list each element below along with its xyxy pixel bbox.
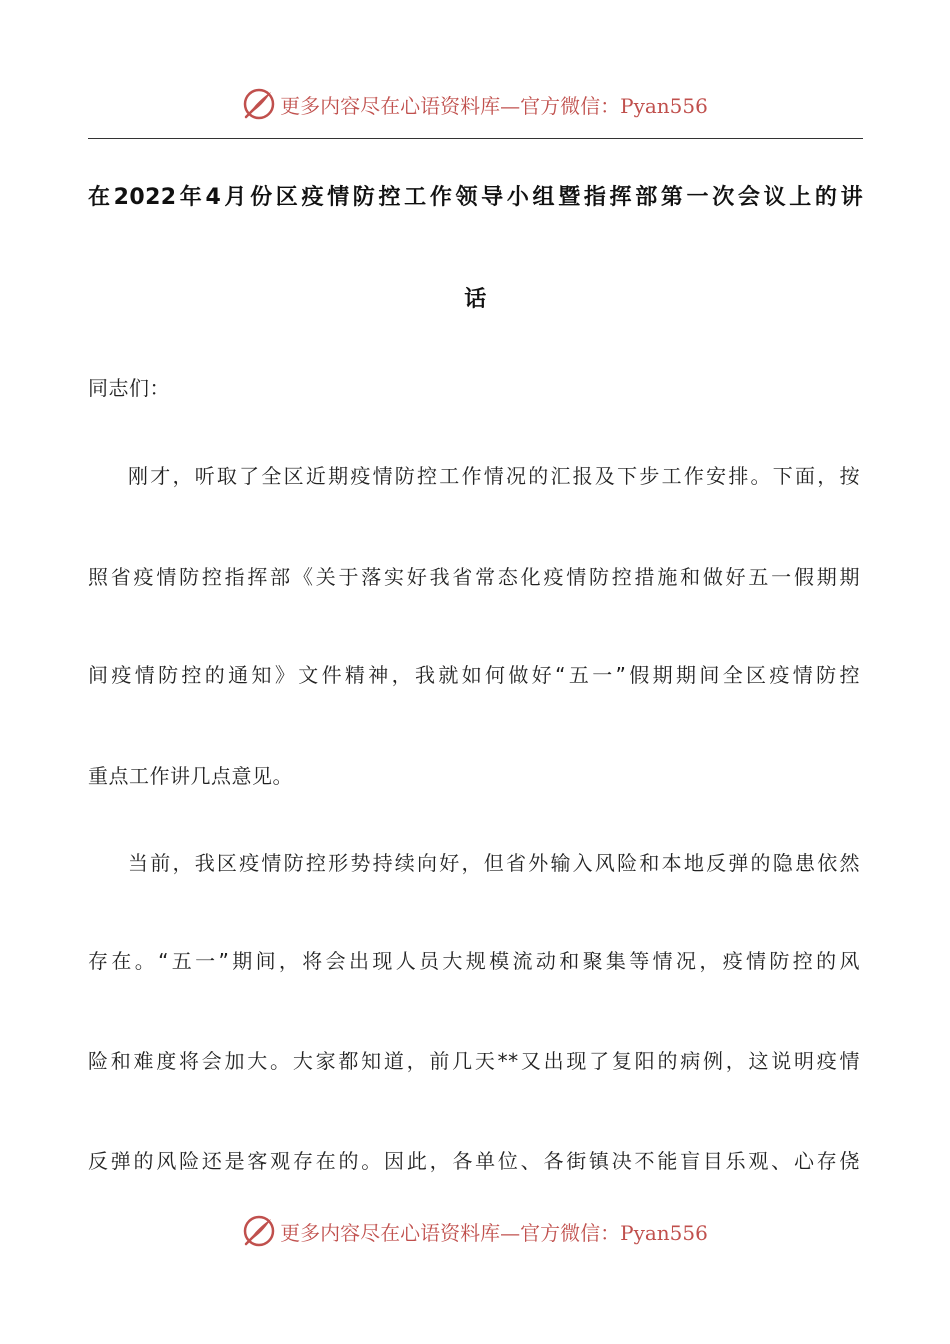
body-line: 险和难度将会加大。大家都知道，前几天**又出现了复阳的病例，这说明疫情 — [88, 1049, 860, 1073]
body-line: 刚才，听取了全区近期疫情防控工作情况的汇报及下步工作安排。下面，按 — [128, 464, 860, 488]
salutation: 同志们： — [88, 376, 170, 400]
watermark-text: 更多内容尽在心语资料库—官方微信：Pyan556 — [280, 93, 708, 118]
body-line: 照省疫情防控指挥部《关于落实好我省常态化疫情防控措施和做好五一假期期 — [88, 565, 860, 589]
quill-pen-logo-icon — [242, 87, 276, 121]
footer-watermark — [0, 1211, 950, 1251]
watermark-text: 更多内容尽在心语资料库—官方微信：Pyan556 — [280, 1220, 708, 1245]
body-line: 存在。“五一”期间，将会出现人员大规模流动和聚集等情况，疫情防控的风 — [88, 949, 860, 973]
body-line: 重点工作讲几点意见。 — [88, 764, 293, 788]
document-title-line-1: 在2022年4月份区疫情防控工作领导小组暨指挥部第一次会议上的讲 — [88, 185, 863, 210]
document-title-line-2: 话 — [464, 287, 487, 312]
body-line: 间疫情防控的通知》文件精神，我就如何做好“五一”假期期间全区疫情防控 — [88, 663, 860, 687]
body-line: 当前，我区疫情防控形势持续向好，但省外输入风险和本地反弹的隐患依然 — [128, 851, 860, 875]
header-watermark — [0, 84, 950, 124]
quill-pen-logo-icon — [242, 1214, 276, 1248]
header-divider — [88, 138, 863, 139]
body-line: 反弹的风险还是客观存在的。因此，各单位、各街镇决不能盲目乐观、心存侥 — [88, 1149, 860, 1173]
